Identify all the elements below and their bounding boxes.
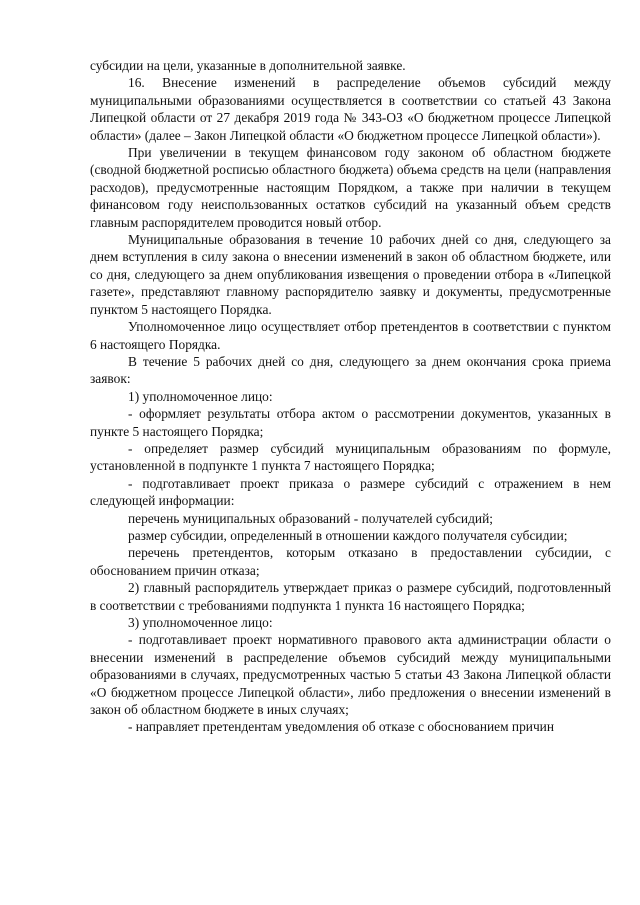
list-subitem: - определяет размер субсидий муниципальным образованиям по формуле, установленной в подпункте 1 пункта 7 настоящего Порядка; bbox=[90, 440, 611, 474]
info-line: перечень муниципальных образований - получателей субсидий; bbox=[128, 510, 493, 526]
list-subitem: - оформляет результаты отбора актом о рассмотрении документов, указанных в пункте 5 настоящего Порядка; bbox=[90, 406, 611, 439]
list-subitem: - подготавливает проект нормативного правового акта администрации области о внесении изменений в распределение объемов субсидий между муниципальными образованиями в случаях, предусмотренных частью 5 статьи 43 Закона Липецкой области «О бюджетном процессе Липецкой области», либо предложения о внесении изменений в закон об областном бюджете в иных случаях; bbox=[90, 632, 611, 718]
paragraph-five-days: В течение 5 рабочих дней со дня, следующего за днем окончания срока приема заявок: bbox=[90, 353, 611, 387]
paragraph-clause-16: 16. Внесение изменений в распределение объемов субсидий между муниципальными образованиями осуществляется в соответствии со статьей 43 Закона Липецкой области от 27 декабря 2019 года № 343-ОЗ «О бюджетном процессе Липецкой области» (далее – Закон Липецкой области «О бюджетном процессе Липецкой области»). bbox=[90, 75, 611, 143]
list-subitem: - направляет претендентам уведомления об отказе с обоснованием причин bbox=[128, 719, 555, 735]
document-page bbox=[90, 57, 611, 736]
info-line: размер субсидии, определенный в отношении каждого получателя субсидии; bbox=[128, 527, 568, 543]
list-item-3: 3) уполномоченное лицо: bbox=[128, 615, 273, 630]
list-subitem: - подготавливает проект приказа о размере субсидий с отражением в нем следующей информации: bbox=[90, 475, 611, 509]
paragraph-continuation: субсидии на цели, указанные в дополнительной заявке. bbox=[90, 58, 406, 73]
info-line: перечень претендентов, которым отказано в предоставлении субсидии, с обоснованием причин отказа; bbox=[90, 545, 611, 578]
paragraph-selection: Уполномоченное лицо осуществляет отбор претендентов в соответствии с пунктом 6 настоящего Порядка. bbox=[90, 319, 611, 352]
list-item-2: 2) главный распорядитель утверждает приказ о размере субсидий, подготовленный в соответствии с требованиями подпункта 1 пункта 16 настоящего Порядка; bbox=[90, 580, 611, 613]
paragraph-new-selection: При увеличении в текущем финансовом году законом об областном бюджете (сводной бюджетной росписью областного бюджета) объема средств на цели (направления расходов), предусмотренные настоящим Порядком, а также при наличии в текущем финансовом году неиспользованных остатков субсидий на указанный объем средств главным распорядителем проводится новый отбор. bbox=[90, 145, 611, 230]
list-item-1: 1) уполномоченное лицо: bbox=[128, 388, 273, 404]
paragraph-application-deadline: Муниципальные образования в течение 10 рабочих дней со дня, следующего за днем вступления в силу закона о внесении изменений в закон об областном бюджете, или со дня, следующего за днем опубликования извещения о проведении отбора в «Липецкой газете», представляют главному распорядителю заявку и документы, предусмотренные пунктом 5 настоящего Порядка. bbox=[90, 232, 611, 317]
